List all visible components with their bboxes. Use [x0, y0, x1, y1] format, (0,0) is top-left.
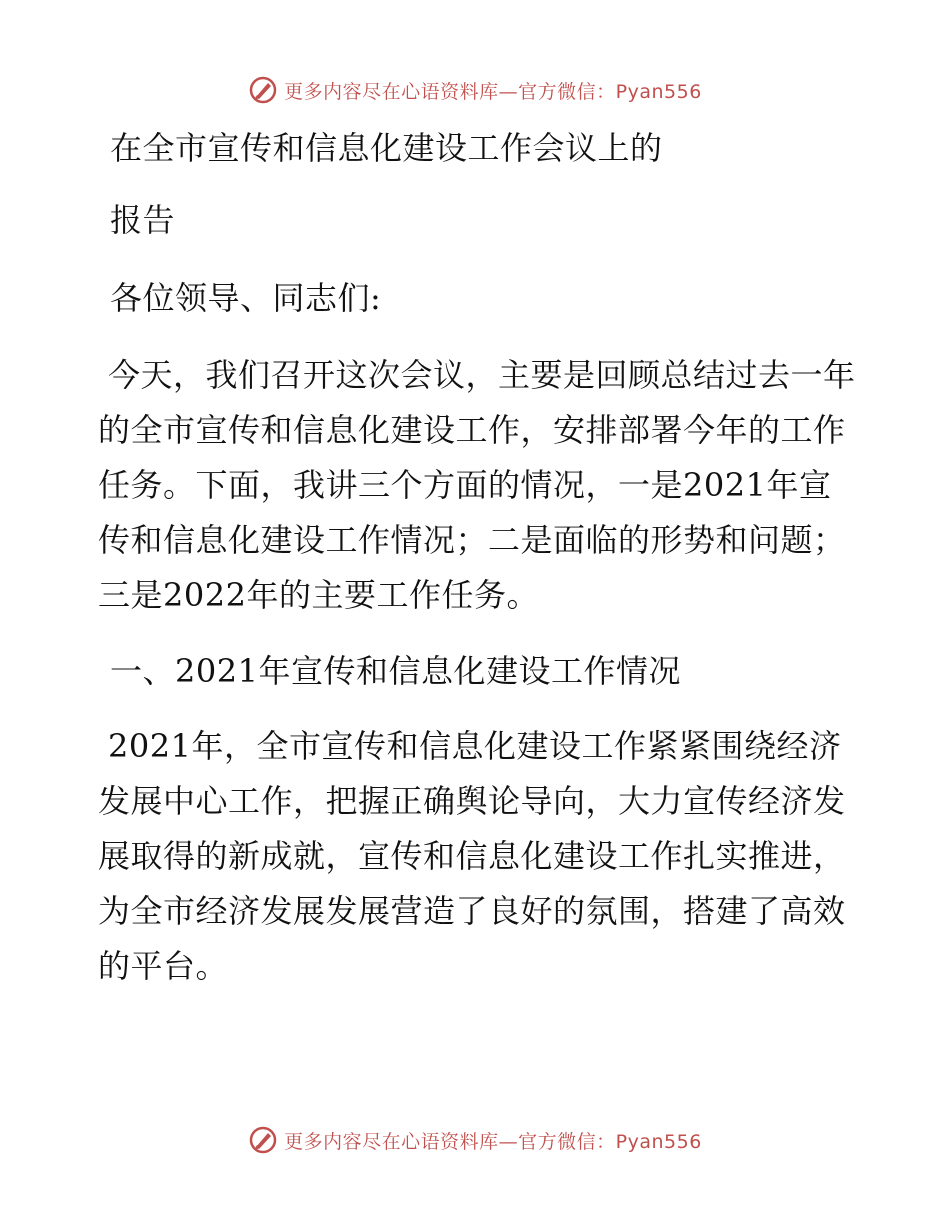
document-title-line1: 在全市宣传和信息化建设工作会议上的 — [110, 129, 663, 167]
document-title-line2: 报告 — [110, 201, 176, 239]
pen-logo-icon — [248, 75, 278, 105]
watermark-banner-bottom — [0, 1118, 950, 1162]
document-body — [98, 122, 858, 994]
watermark-text: 更多内容尽在心语资料库—官方微信：Pyan556 — [284, 1130, 702, 1153]
watermark-text: 更多内容尽在心语资料库—官方微信：Pyan556 — [284, 80, 702, 103]
pen-logo-icon — [248, 1125, 278, 1155]
paragraph-section-1: 2021年，全市宣传和信息化建设工作紧紧围绕经济发展中心工作，把握正确舆论导向，大力宣传经济发展取得的新成就，宣传和信息化建设工作扎实推进，为全市经济发展发展营造了良好的氛围，搭建了高效的平台。 — [98, 727, 846, 985]
section-heading-1: 一、2021年宣传和信息化建设工作情况 — [110, 652, 681, 690]
paragraph-intro: 今天，我们召开这次会议，主要是回顾总结过去一年的全市宣传和信息化建设工作，安排部署今年的工作任务。下面，我讲三个方面的情况，一是2021年宣传和信息化建设工作情况；二是面临的形势和问题；三是2022年的主要工作任务。 — [98, 356, 856, 614]
greeting: 各位领导、同志们: — [110, 279, 382, 317]
watermark-banner-top — [0, 68, 950, 112]
